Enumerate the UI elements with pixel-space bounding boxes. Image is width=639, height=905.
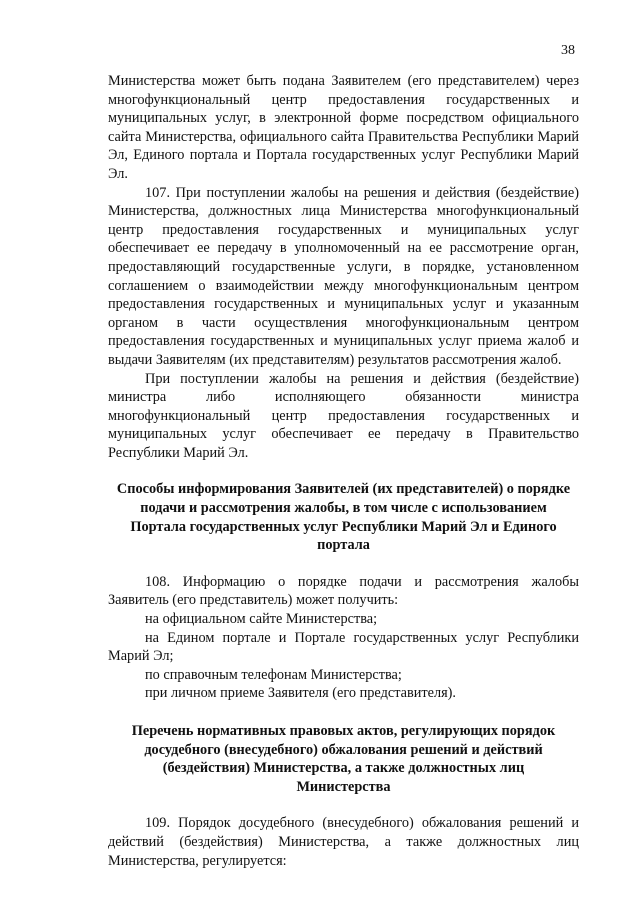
paragraph-continuation: Министерства может быть подана Заявителем (его представителем) через многофункциональный центр предоставления государственных и муниципальных услуг, в электронной форме посредством официального сайта Министерства, официального сайта Правительства Республики Марий Эл, Единого портала и Портала государственных услуг Республики Марий Эл.: [108, 73, 579, 182]
paragraph-108: 108. Информацию о порядке подачи и рассмотрения жалобы Заявитель (его представитель) может получить:: [108, 573, 579, 609]
document-body: [108, 72, 579, 870]
list-item-phones: по справочным телефонам Министерства;: [145, 666, 402, 683]
paragraph-107: 107. При поступлении жалобы на решения и действия (бездействие) Министерства, должностных лица Министерства многофункциональный центр предоставления государственных и муниципальных услуг обеспечивает ее передачу в уполномоченный на ее рассмотрение орган, предоставляющий государственные услуги, в порядке, установленном соглашением о взаимодействии между многофункциональным центром предоставления государственных и муниципальных услуг и указанным органом в части осуществления многофункциональным центром предоставления государственных и муниципальных услуг приема жалоб и выдачи Заявителям (их представителям) результатов рассмотрения жалоб.: [108, 184, 579, 368]
section-heading-legal-acts: Перечень нормативных правовых актов, регулирующих порядок досудебного (внесудебного) обжалования решений и действий (бездействия) Министерства, а также должностных лиц Министерства: [131, 723, 556, 795]
spacer: [108, 462, 579, 480]
spacer: [108, 555, 579, 573]
list-item-official-site: на официальном сайте Министерства;: [145, 611, 378, 628]
spacer: [108, 703, 579, 722]
paragraph-complaint-minister: При поступлении жалобы на решения и действия (бездействие) министра либо исполняющего обязанности министра многофункциональный центр предоставления государственных и муниципальных услуг обеспечивает ее передачу в Правительство Республики Марий Эл.: [108, 370, 579, 461]
list-item-personal-reception: при личном приеме Заявителя (его представителя).: [145, 685, 456, 702]
paragraph-109: 109. Порядок досудебного (внесудебного) обжалования решений и действий (бездействия) Министерства, а также должностных лиц Министерства, регулируется:: [108, 815, 579, 869]
list-item-portals: на Едином портале и Портале государственных услуг Республики Марий Эл;: [108, 629, 579, 665]
page-number: 38: [561, 43, 575, 58]
section-heading-informing: Способы информирования Заявителей (их представителей) о порядке подачи и рассмотрения жалобы, в том числе с использованием Портала государственных услуг Республики Марий Эл и Единого портала: [116, 481, 571, 554]
spacer: [108, 796, 579, 814]
